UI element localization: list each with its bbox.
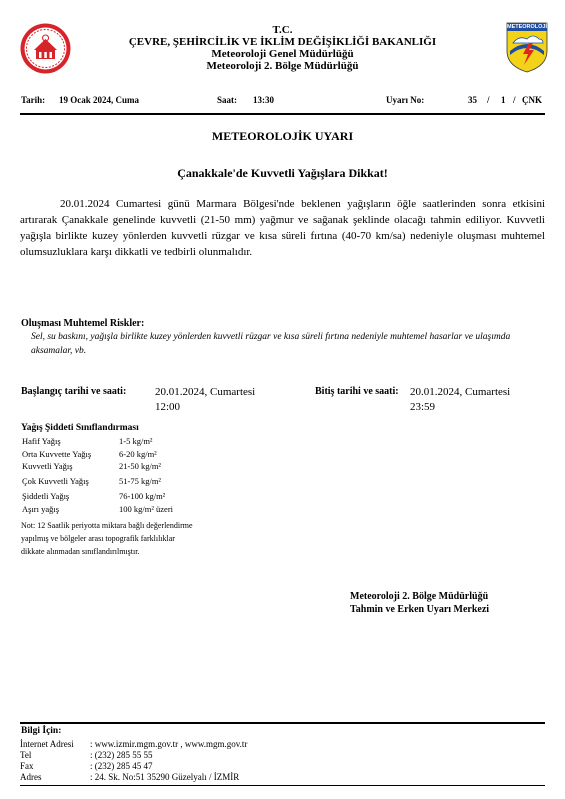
contact-value: : 24. Sk. No:51 35290 Güzelyalı / İZMİR xyxy=(90,772,240,782)
start-time: 12:00 xyxy=(155,401,181,413)
end-label: Bitiş tarihi ve saati: xyxy=(315,386,399,397)
scale-note-line: dikkate alınmadan sınıflandırılmıştır. xyxy=(21,547,140,556)
general-directorate: Meteoroloji Genel Müdürlüğü xyxy=(211,48,354,60)
contact-key: Adres xyxy=(20,772,42,782)
warning-title: METEOROLOJİK UYARI xyxy=(211,129,354,143)
date-value: 19 Ocak 2024, Cuma xyxy=(59,95,140,105)
start-label: Başlangıç tarihi ve saati: xyxy=(21,386,127,397)
warning-no-separator: / xyxy=(513,95,516,105)
contact-key: İnternet Adresi xyxy=(20,739,74,749)
footer-divider xyxy=(20,722,545,724)
contact-value: : (232) 285 45 47 xyxy=(90,761,153,771)
signature-line1: Meteoroloji 2. Bölge Müdürlüğü xyxy=(350,591,489,602)
time-value: 13:30 xyxy=(253,95,274,105)
warning-no-number: 35 xyxy=(468,95,477,105)
footer-title: Bilgi İçin: xyxy=(21,726,62,736)
scale-note-line: yapılmış ve bölgeler arası topografik farklılıklar xyxy=(21,534,175,543)
regional-directorate: Meteoroloji 2. Bölge Müdürlüğü xyxy=(206,60,359,72)
contact-key: Tel xyxy=(20,750,32,760)
warning-no-separator: / xyxy=(487,95,490,105)
footer-bottom-rule xyxy=(20,785,545,786)
end-time: 23:59 xyxy=(410,401,436,413)
meteoroloji-logo xyxy=(505,21,549,73)
scale-row-value: 6-20 kg/m² xyxy=(119,449,157,459)
scale-title: Yağış Şiddeti Sınıflandırması xyxy=(21,423,139,433)
warning-body: 20.01.2024 Cumartesi günü Marmara Bölgesi'nde beklenen yağışların öğle saatlerinden sonra etkisini artırarak Çanakkale genelinde kuvvetli (21-50 mm) yağmur ve sağanak şeklinde olacağı tahmin ediliyor. Kuvvetli yağışla birlikte kuzey yönlerden kuvvetli rüzgar ve kısa süreli fırtına (40-70 km/sa) nedeniyle oluşması muhtemel olumsuzluklara karşı dikkatli ve tedbirli olunmalıdır. xyxy=(20,198,545,258)
date-label: Tarih: xyxy=(21,95,46,105)
end-date: 20.01.2024, Cumartesi xyxy=(410,386,511,398)
header-divider xyxy=(20,113,545,115)
warning-subtitle: Çanakkale'de Kuvvetli Yağışlara Dikkat! xyxy=(177,166,388,180)
scale-row-value: 76-100 kg/m² xyxy=(119,491,166,501)
scale-note-line: Not: 12 Saatlik periyotta miktara bağlı değerlendirme xyxy=(21,521,193,530)
start-date: 20.01.2024, Cumartesi xyxy=(155,386,256,398)
scale-row-name: Orta Kuvvette Yağış xyxy=(22,449,92,459)
scale-row-value: 1-5 kg/m² xyxy=(119,436,153,446)
risks-label: Oluşması Muhtemel Riskler: xyxy=(21,318,145,329)
contact-value: : (232) 285 55 55 xyxy=(90,750,153,760)
scale-row-name: Hafif Yağış xyxy=(22,436,61,446)
risks-text: Sel, su baskını, yağışla birlikte kuzey yönlerden kuvvetli rüzgar ve kısa süreli fırtına nedeniyle muhtemel hasarlar ve ulaşımda aksamalar, vb. xyxy=(31,332,511,356)
scale-row-value: 21-50 kg/m² xyxy=(119,461,161,471)
warning-no-version: 1 xyxy=(501,95,506,105)
warning-no-province: ÇNK xyxy=(522,95,542,105)
scale-row-name: Aşırı yağış xyxy=(22,504,60,514)
scale-row-value: 100 kg/m² üzeri xyxy=(119,504,174,514)
header-tc: T.C. xyxy=(272,24,293,36)
scale-note xyxy=(21,519,193,558)
warning-no-label: Uyarı No: xyxy=(386,95,425,105)
scale-row-value: 51-75 kg/m² xyxy=(119,476,161,486)
meteoroloji-logo-text: METEOROLOJİ xyxy=(506,24,548,30)
scale-row-name: Kuvvetli Yağış xyxy=(22,461,73,471)
ministry-name: ÇEVRE, ŞEHİRCİLİK VE İKLİM DEĞİŞİKLİĞİ BAKANLIĞI xyxy=(128,36,437,48)
signature-line2: Tahmin ve Erken Uyarı Merkezi xyxy=(350,604,490,615)
scale-row-name: Şiddetli Yağış xyxy=(22,491,70,501)
contact-key: Fax xyxy=(20,761,34,771)
scale-row-name: Çok Kuvvetli Yağış xyxy=(22,476,89,486)
contact-value[interactable]: : www.izmir.mgm.gov.tr , www.mgm.gov.tr xyxy=(90,739,248,749)
time-label: Saat: xyxy=(217,95,237,105)
